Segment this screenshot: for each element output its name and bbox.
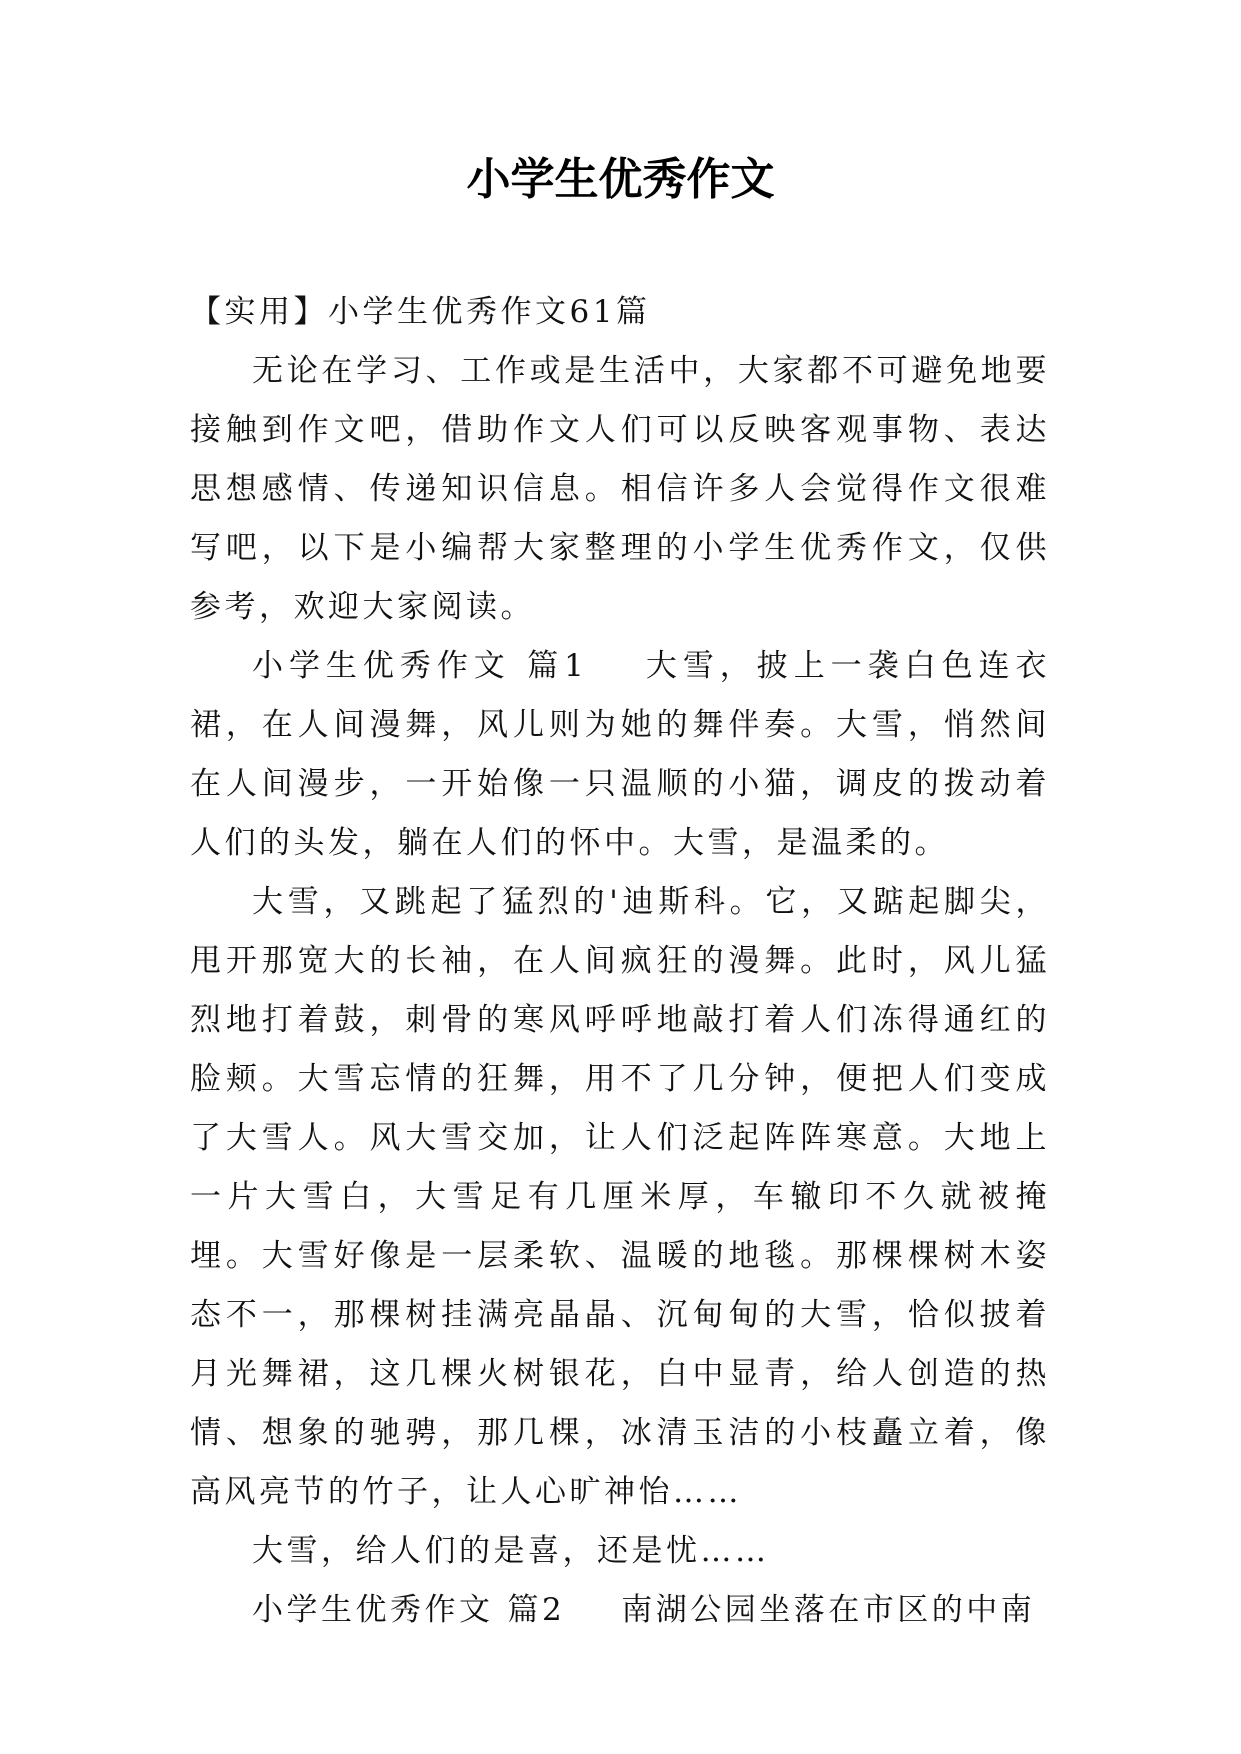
intro-paragraph: 无论在学习、工作或是生活中，大家都不可避免地要接触到作文吧，借助作文人们可以反映客观事物、表达思想感情、传递知识信息。相信许多人会觉得作文很难写吧，以下是小编帮大家整理的小学生优秀作文，仅供参考，欢迎大家阅读。 [190, 353, 1050, 625]
section-2-first-paragraph [190, 1581, 1050, 1640]
section-1-paragraph-2: 大雪，又跳起了猛烈的'迪斯科。它，又踮起脚尖，甩开那宽大的长袖，在人间疯狂的漫舞。此时，风儿猛烈地打着鼓，刺骨的寒风呼呼地敲打着人们冻得通红的脸颊。大雪忘情的狂舞，用不了几分钟，便把人们变成了大雪人。风大雪交加，让人们泛起阵阵寒意。大地上一片大雪白，大雪足有几厘米厚，车辙印不久就被掩埋。大雪好像是一层柔软、温暖的地毯。那棵棵树木姿态不一，那棵树挂满亮晶晶、沉甸甸的大雪，恰似披着月光舞裙，这几棵火树银花，白中显青，给人创造的热情、想象的驰骋，那几棵，冰清玉洁的小枝矗立着，像高风亮节的竹子，让人心旷神怡…… [190, 884, 1050, 1510]
section-2-paragraph-1: 南湖公园坐落在市区的中南 [621, 1592, 1036, 1628]
document-body [190, 283, 1050, 1640]
document-title: 小学生优秀作文 [466, 154, 775, 205]
section-1-paragraph-1: 大雪，披上一袭白色连衣裙，在人间漫舞，风儿则为她的舞伴奏。大雪，悄然间在人间漫步，一开始像一只温顺的小猫，调皮的拨动着人们的头发，躺在人们的怀中。大雪，是温柔的。 [190, 648, 1051, 861]
section-1-paragraph-3: 大雪，给人们的是喜，还是忧…… [252, 1533, 770, 1569]
section-1-number: 篇1 [524, 648, 588, 684]
section-2-heading: 小学生优秀作文 [252, 1592, 494, 1628]
document-subtitle: 【实用】小学生优秀作文61篇 [190, 294, 651, 330]
section-1-heading: 小学生优秀作文 [252, 648, 511, 684]
section-1-first-paragraph [190, 637, 1050, 873]
section-2-number: 篇2 [507, 1592, 566, 1628]
